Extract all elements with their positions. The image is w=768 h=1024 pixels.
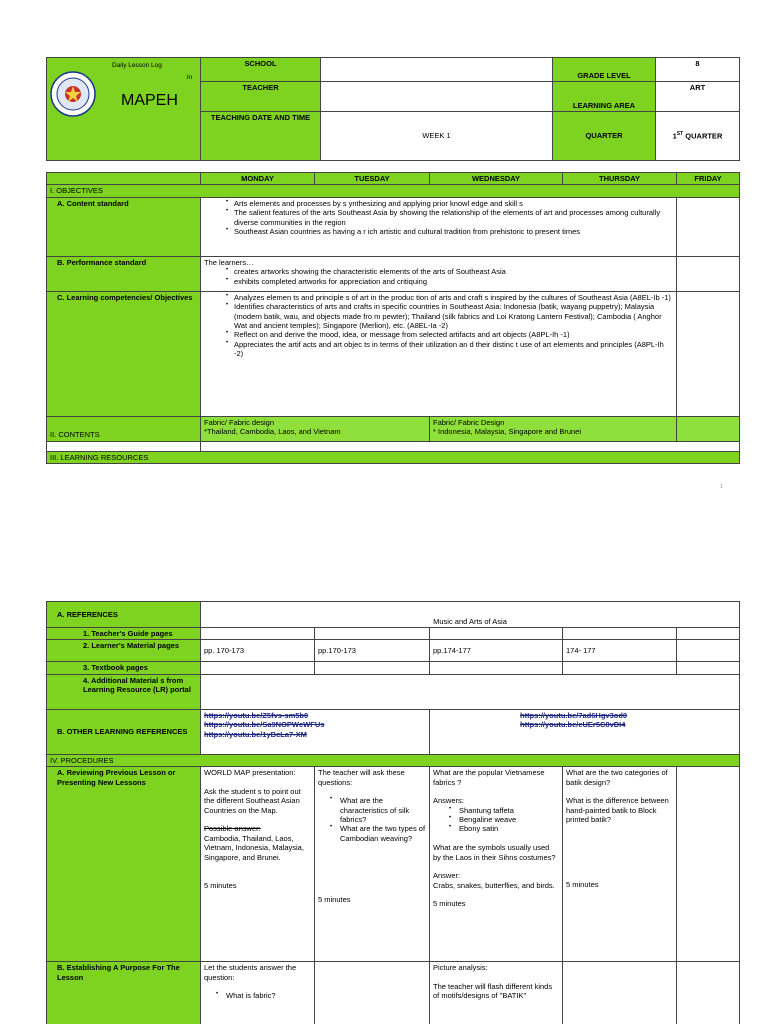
other-links-left: [201, 709, 430, 754]
competencies-label: C. Learning competencies/ Objectives: [47, 291, 201, 416]
performance-item: • exhibits completed artworks for appreciation and critiquing: [204, 277, 673, 286]
contents-left: Fabric/ Fabric design *Thailand, Cambodia, Laos, and Vietnam: [201, 416, 430, 441]
reviewing-tuesday: The teacher will ask these questions: • What are the characteristics of silk fabrics? • What are the two types of Cambodian weaving? 5 minutes: [315, 767, 430, 962]
competency-item: • Appreciates the artif acts and art objec ts in terms of their utilization an d their distinc t use of art elements and principles (A8PL-Ih -2): [204, 340, 673, 359]
reviewing-wednesday: What are the popular Vietnamese fabrics ? Answers: • Shantung taffeta • Bengaline weave • Ebony satin What are the symbols usually used by the Laos in their Sihns costumes? Answer: Crabs, snakes, butterflies, and birds. 5 minutes: [430, 767, 563, 962]
reviewing-label: A. Reviewing Previous Lesson or Presenting New Lessons: [47, 767, 201, 962]
purpose-wednesday: Picture analysis: The teacher will flash different kinds of motifs/designs of "BATIK": [430, 962, 563, 1024]
page-number: 1: [720, 484, 723, 490]
other-links-right: [430, 709, 740, 754]
additional-material-label: 4. Additional Material s from Learning Resource (LR) portal: [47, 674, 201, 709]
reviewing-monday: WORLD MAP presentation: Ask the student s to point out the different Southeast Asian Countries on the Map. Possible answer: Cambodia, Thailand, Laos, Vietnam, Indonesia, Malaysia, Singapore, and Brunei. 5 minutes: [201, 767, 315, 962]
textbook-label: 3. Textbook pages: [47, 662, 201, 674]
reviewing-friday: [677, 767, 740, 962]
lm-pages-thu: 174- 177: [563, 640, 677, 662]
school-value[interactable]: [321, 58, 553, 82]
lm-pages-fri: [677, 640, 740, 662]
area-value: ART: [656, 82, 740, 112]
week-value: WEEK 1: [321, 112, 553, 161]
competency-item: • Analyzes elemen ts and principle s of art in the produc tion of arts and craft s inspired by the cultures of Southeast Asia (A8EL-Ib -1): [204, 293, 673, 302]
lm-pages-tue: pp.170-173: [315, 640, 430, 662]
deped-seal-icon: [50, 71, 96, 117]
day-monday: MONDAY: [201, 173, 315, 185]
day-friday: FRIDAY: [677, 173, 740, 185]
learners-material-label: 2. Learner's Material pages: [47, 640, 201, 662]
objectives-table: [46, 172, 740, 464]
days-row: [47, 173, 740, 185]
subject-title: MAPEH: [121, 92, 178, 109]
teacher-label: TEACHER: [201, 82, 321, 112]
youtube-link[interactable]: https://youtu.be/Sa9NOPWcWFUs: [204, 720, 325, 730]
performance-item: • creates artworks showing the characteristic elements of the arts of Southeast Asia: [204, 267, 673, 276]
header-logo-cell: [47, 58, 201, 161]
contents-right: Fabric/ Fabric Design * Indonesia, Malaysia, Singapore and Brunei: [430, 416, 677, 441]
teachers-guide-label: 1. Teacher's Guide pages: [47, 628, 201, 640]
teacher-value[interactable]: [321, 82, 553, 112]
learning-resources-section: III. LEARNING RESOURCES: [47, 451, 740, 463]
header-table: [46, 57, 740, 161]
references-label: A. REFERENCES: [47, 602, 201, 628]
day-tuesday: TUESDAY: [315, 173, 430, 185]
references-table: [46, 601, 740, 1024]
competencies-value: [201, 291, 677, 416]
day-thursday: THURSDAY: [563, 173, 677, 185]
content-item: • The salient features of the arts Southeast Asia by showing the relationship of the elements of art and processes among culturally diverse communities in the region: [204, 208, 673, 227]
references-book: Music and Arts of Asia: [201, 602, 740, 628]
dll-in: in: [187, 74, 193, 81]
date-label: TEACHING DATE AND TIME: [201, 112, 321, 161]
competency-item: • Reflect on and derive the mood, idea, or message from selected artifacts and art objects (A8PL-Ih -1): [204, 330, 673, 339]
purpose-friday: [677, 962, 740, 1024]
youtube-link[interactable]: https://youtu.be/eUEr5C8vDI4: [520, 720, 626, 730]
lm-pages-wed: pp.174-177: [430, 640, 563, 662]
lm-pages-mon: pp. 170-173: [201, 640, 315, 662]
content-item: • Arts elements and processes by s ynthesizing and applying prior knowl edge and skill s: [204, 199, 673, 208]
area-label: LEARNING AREA: [553, 82, 656, 112]
grade-label: GRADE LEVEL: [553, 58, 656, 82]
purpose-thursday: [563, 962, 677, 1024]
objectives-section: I. OBJECTIVES: [47, 185, 740, 197]
contents-section: II. CONTENTS: [47, 416, 201, 441]
youtube-link[interactable]: https://youtu.be/1yBcLa7-XM: [204, 729, 307, 739]
content-standard-label: A. Content standard: [47, 197, 201, 256]
purpose-monday: Let the students answer the question: • What is fabric?: [201, 962, 315, 1024]
youtube-link[interactable]: https://youtu.be/Z5fvs-sm5b0: [204, 710, 309, 720]
youtube-link[interactable]: https://youtu.be/7ad6Hgv3od0: [520, 710, 628, 720]
procedures-section: IV. PROCEDURES: [47, 754, 740, 766]
day-wednesday: WEDNESDAY: [430, 173, 563, 185]
content-item: • Southeast Asian countries as having a r ich artistic and cultural tradition from prehistoric to present times: [204, 227, 673, 236]
dll-title: Daily Lesson Log: [112, 62, 162, 69]
school-label: SCHOOL: [201, 58, 321, 82]
performance-standard-label: B. Performance standard: [47, 256, 201, 291]
grade-value: 8: [656, 58, 740, 82]
performance-intro: The learners…: [204, 257, 254, 267]
performance-standard-value: [201, 256, 677, 291]
purpose-tuesday: [315, 962, 430, 1024]
content-standard-value: [201, 197, 677, 256]
purpose-label: B. Establishing A Purpose For The Lesson: [47, 962, 201, 1024]
other-references-label: B. OTHER LEARNING REFERENCES: [47, 709, 201, 754]
reviewing-thursday: What are the two categories of batik design? What is the difference between hand-painted batik to Block printed batik? 5 minutes: [563, 767, 677, 962]
competency-item: • Identifies characteristics of arts and crafts in specific countries in Southeast Asia: Indonesia (batik, wayang puppetry); Malaysia (modern batik, wau, and objects made fro m pewter); Thailand (silk fabrics and Loi Kratong Lantern Festival); Cambodia ( Anghor Wat and ancient temples); Singapore (Merlion), etc. (A8EL-Ia -2): [204, 302, 673, 330]
quarter-value: 1ST QUARTER: [656, 112, 740, 161]
quarter-label: QUARTER: [553, 112, 656, 161]
